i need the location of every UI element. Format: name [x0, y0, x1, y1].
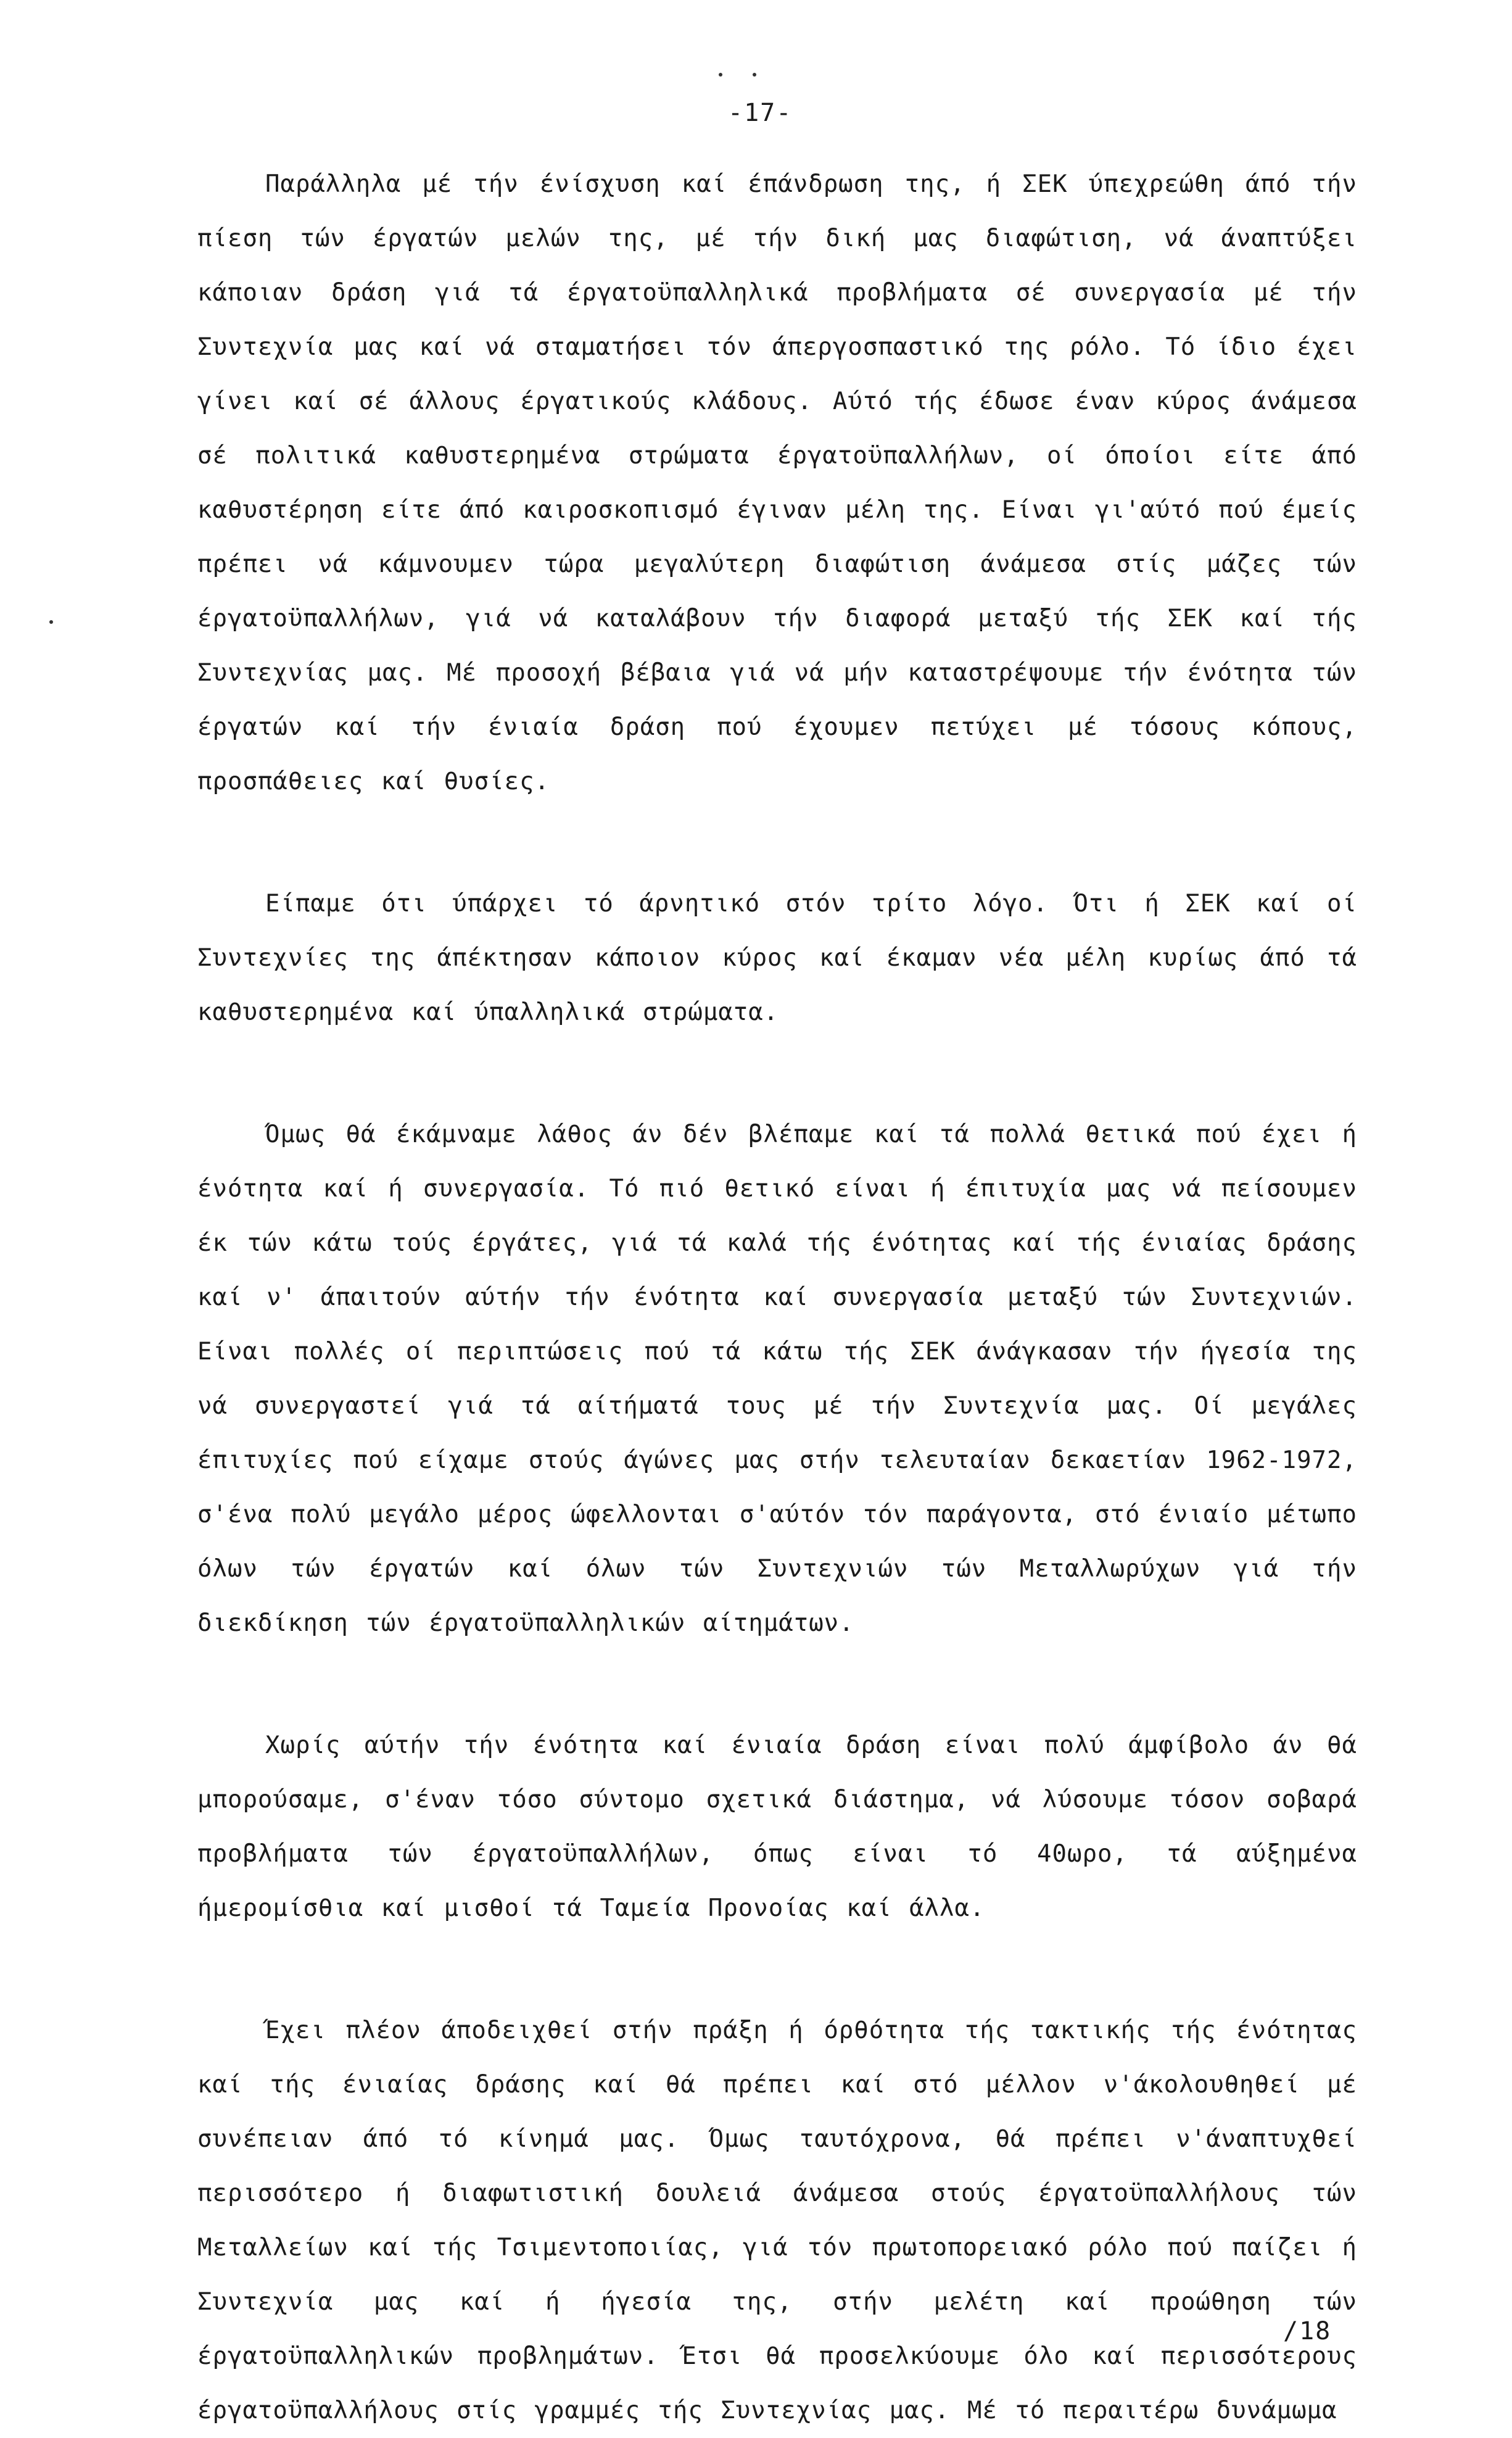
- scan-speck: [753, 73, 756, 77]
- scan-speck: [49, 620, 53, 624]
- paragraph-1: Παράλληλα μέ τήν ένίσχυση καί έπάνδρωση της, ή ΣΕΚ ύπεχρεώθη άπό τήν πίεση τών έργατών μελών της, μέ τήν δική μας διαφώτιση, νά άναπτύξει κάποιαν δράση γιά τά έργατοϋπαλληλικά προβλήματα σέ συνεργασία μέ τήν Συντεχνία μας καί νά σταματήσει τόν άπεργοσπαστικό της ρόλο. Τό ίδιο έχει γίνει καί σέ άλλους έργατικούς κλάδους. Αύτό τής έδωσε έναν κύρος άνάμεσα σέ πολιτικά καθυστερημένα στρώματα έργατοϋπαλλήλων, οί όποίοι είτε άπό καθυστέρηση είτε άπό καιροσκοπισμό έγιναν μέλη της. Είναι γι'αύτό πού έμείς πρέπει νά κάμνουμεν τώρα μεγαλύτερη διαφώτιση άνάμεσα στίς μάζες τών έργατοϋπαλλήλων, γιά νά καταλάβουν τήν διαφορά μεταξύ τής ΣΕΚ καί τής Συντεχνίας μας. Μέ προσοχή βέβαια γιά νά μήν καταστρέψουμε τήν ένότητα τών έργατών καί τήν ένιαία δράση πού έχουμεν πετύχει μέ τόσους κόπους, προσπάθειες καί θυσίες.: [197, 170, 1357, 795]
- paragraph-3: Όμως θά έκάμναμε λάθος άν δέν βλέπαμε καί τά πολλά θετικά πού έχει ή ένότητα καί ή συνεργασία. Τό πιό θετικό είναι ή έπιτυχία μας νά πείσουμεν έκ τών κάτω τούς έργάτες, γιά τά καλά τής ένότητας καί τής ένιαίας δράσης καί ν' άπαιτούν αύτήν τήν ένότητα καί συνεργασία μεταξύ τών Συντεχνιών. Είναι πολλές οί περιπτώσεις πού τά κάτω τής ΣΕΚ άνάγκασαν τήν ήγεσία της νά συνεργαστεί γιά τά αίτήματά τους μέ τήν Συντεχνία μας. Οί μεγάλες έπιτυχίες πού είχαμε στούς άγώνες μας στήν τελευταίαν δεκαετίαν 1962-1972, σ'ένα πολύ μεγάλο μέρος ώφελλονται σ'αύτόν τόν παράγοντα, στό ένιαίο μέτωπο όλων τών έργατών καί όλων τών Συντεχνιών τών Μεταλλωρύχων γιά τήν διεκδίκηση τών έργατοϋπαλληλικών αίτημάτων.: [197, 1121, 1357, 1637]
- paragraph-4: Χωρίς αύτήν τήν ένότητα καί ένιαία δράση είναι πολύ άμφίβολο άν θά μπορούσαμε, σ'έναν τόσο σύντομο σχετικά διάστημα, νά λύσουμε τόσον σοβαρά προβλήματα τών έργατοϋπαλλήλων, όπως είναι τό 40ωρο, τά αύξημένα ήμερομίσθια καί μισθοί τά Ταμεία Προνοίας καί άλλα.: [197, 1731, 1357, 1922]
- paragraph-2: Είπαμε ότι ύπάρχει τό άρνητικό στόν τρίτο λόγο. Ότι ή ΣΕΚ καί οί Συντεχνίες της άπέκτησαν κάποιον κύρος καί έκαμαν νέα μέλη κυρίως άπό τά καθυστερημένα καί ύπαλληλικά στρώματα.: [197, 890, 1357, 1026]
- scan-speck: [719, 73, 722, 77]
- page-number: -17-: [728, 99, 793, 127]
- paragraph-5: Έχει πλέον άποδειχθεί στήν πράξη ή όρθότητα τής τακτικής τής ένότητας καί τής ένιαίας δράσης καί θά πρέπει καί στό μέλλον ν'άκολουθηθεί μέ συνέπειαν άπό τό κίνημά μας. Όμως ταυτόχρονα, θά πρέπει ν'άναπτυχθεί περισσότερο ή διαφωτιστική δουλειά άνάμεσα στούς έργατοϋπαλλήλους τών Μεταλλείων καί τής Τσιμεντοποιίας, γιά τόν πρωτοπορειακό ρόλο πού παίζει ή Συντεχνία μας καί ή ήγεσία της, στήν μελέτη καί προώθηση τών έργατοϋπαλληλικών προβλημάτων. Έτσι θά προσελκύουμε όλο καί περισσότερους έργατοϋπαλλήλους στίς γραμμές τής Συντεχνίας μας. Μέ τό περαιτέρω δυνάμωμα: [197, 2017, 1357, 2424]
- body-text: [197, 157, 1357, 2438]
- continuation-marker: /18: [1283, 2317, 1332, 2345]
